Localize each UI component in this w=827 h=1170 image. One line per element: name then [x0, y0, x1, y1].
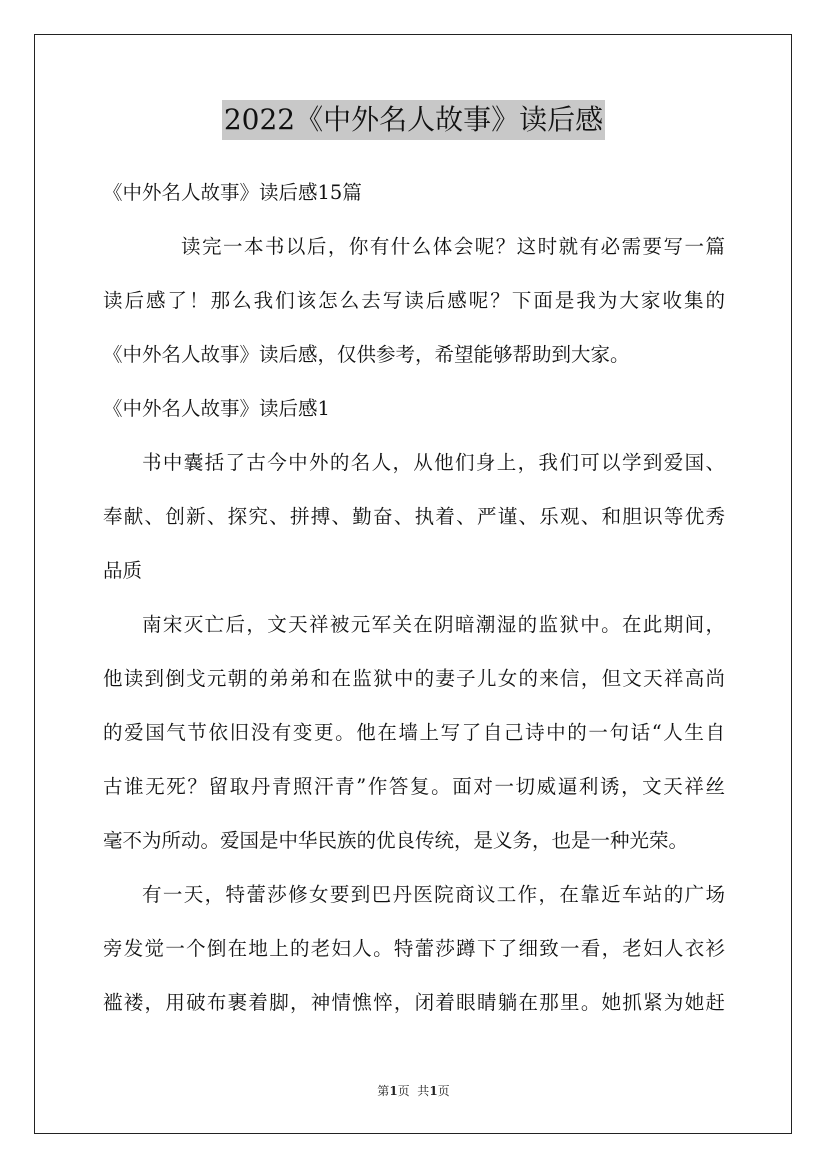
text-line: 《中外名人故事》读后感1: [103, 397, 330, 420]
text-line: 南宋灭亡后，文天祥被元军关在阴暗潮湿的监狱中。在此期间，: [142, 613, 725, 636]
document-title: 2022《中外名人故事》读后感: [222, 100, 605, 140]
text-line: 古谁无死？留取丹青照汗青”作答复。面对一切威逼利诱，文天祥丝: [103, 775, 725, 798]
text-line: 读后感了！那么我们该怎么去写读后感呢？下面是我为大家收集的: [103, 289, 725, 312]
section-heading: [103, 382, 725, 436]
body-paragraph: [103, 598, 725, 868]
footer-page-total: 1: [429, 1084, 438, 1098]
footer-page-number: 1: [389, 1084, 398, 1098]
text-line: 读完一本书以后，你有什么体会呢？这时就有必需要写一篇: [181, 235, 725, 258]
body-paragraph: [103, 868, 725, 1030]
text-line: 毫不为所动。爱国是中华民族的优良传统，是义务，也是一种光荣。: [103, 829, 689, 852]
intro-paragraph: [103, 220, 725, 382]
section-heading: [103, 166, 725, 220]
footer-page-label-post: 页: [437, 1084, 450, 1098]
text-line: 旁发觉一个倒在地上的老妇人。特蕾莎蹲下了细致一看，老妇人衣衫: [103, 937, 725, 960]
text-line: 褴褛，用破布裹着脚，神情憔悴，闭着眼睛躺在那里。她抓紧为她赶: [103, 991, 725, 1014]
footer-page-label-mid: 页 共: [397, 1084, 430, 1098]
text-line: 《中外名人故事》读后感15篇: [103, 181, 362, 204]
text-line: 他读到倒戈元朝的弟弟和在监狱中的妻子儿女的来信，但文天祥高尚: [103, 667, 725, 690]
text-line: 奉献、创新、探究、拼搏、勤奋、执着、严谨、乐观、和胆识等优秀: [103, 505, 725, 528]
document-body: [103, 166, 725, 1030]
page-footer: [0, 1082, 827, 1099]
text-line: 有一天，特蕾莎修女要到巴丹医院商议工作，在靠近车站的广场: [142, 883, 725, 906]
text-line: 《中外名人故事》读后感，仅供参考，希望能够帮助到大家。: [103, 343, 630, 366]
text-line: 书中囊括了古今中外的名人，从他们身上，我们可以学到爱国、: [142, 451, 725, 474]
body-paragraph: [103, 436, 725, 598]
text-line: 的爱国气节依旧没有变更。他在墙上写了自己诗中的一句话“人生自: [103, 721, 725, 744]
footer-page-label-pre: 第: [377, 1084, 390, 1098]
title-wrap: [0, 100, 827, 140]
text-line: 品质: [103, 559, 143, 582]
